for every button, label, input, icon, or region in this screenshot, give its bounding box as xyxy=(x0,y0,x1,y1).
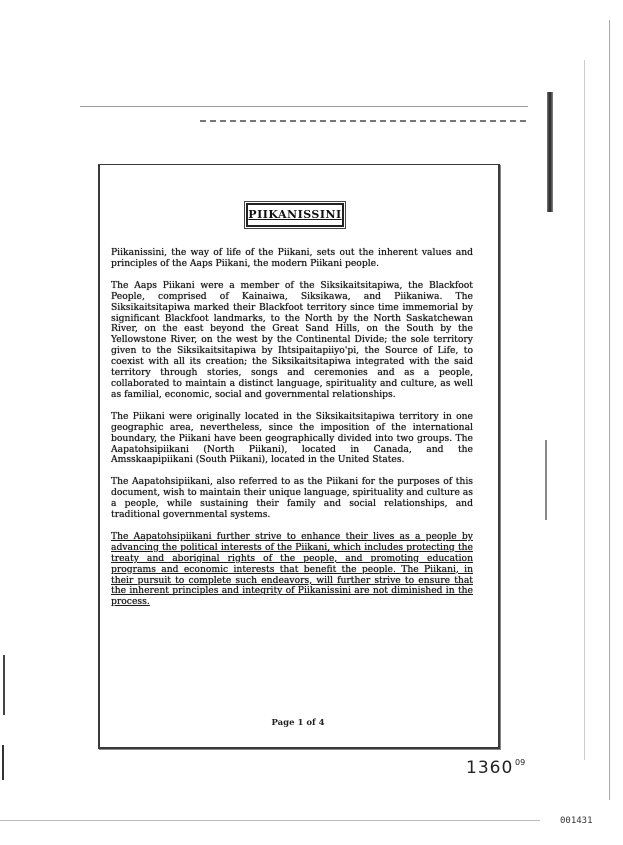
scan-artifact-left-mark xyxy=(2,745,4,780)
paragraph-2: The Aaps Piikani were a member of the Siksikaitsitapiwa, the Blackfoot People, comprised of Kainaiwa, Siksikawa, and Piikaniwa. The Siksikaitsitapiwa marked their Blackfoot territory since time immemorial by significant Blackfoot landmarks, to the North by the North Saskatchewan River, on the east beyond the Great Sand Hills, on the South by the Yellowstone River, on the west by the Continental Divide; the sole territory given to the Siksikaitsitapiwa by Ihtsipaitapiiyo'pi, the Source of Life, to coexist with all its creation; the Siksikaitsitapiwa integrated with the said territory through stories, songs and ceremonies and as a people, collaborated to maintain a distinct language, spirituality and culture, as well as familial, economic, social and governmental relationships. xyxy=(111,279,473,400)
scan-artifact-line xyxy=(0,820,540,821)
binding-mark xyxy=(547,92,553,212)
scan-artifact-edge xyxy=(609,20,610,800)
document-body xyxy=(111,248,473,619)
scan-artifact-edge xyxy=(584,60,585,760)
bates-number: 001431 xyxy=(560,816,593,826)
page-number: Page 1 of 4 xyxy=(271,718,325,728)
scan-artifact-right-mark xyxy=(545,440,547,520)
scan-artifact-left-mark xyxy=(3,655,5,715)
paragraph-3: The Piikani were originally located in the Siksikaitsitapiwa territory in one geographic area, nevertheless, since the imposition of the international boundary, the Piikani have been geographically divided into two groups. The Aapatohsipiikani (North Piikani), located in Canada, and the Amsskaapipiikani (South Piikani), located in the United States. xyxy=(111,410,473,466)
paragraph-1: Piikanissini, the way of life of the Piikani, sets out the inherent values and principles of the Aaps Piikani, the modern Piikani people. xyxy=(111,247,473,269)
scan-artifact-dashes xyxy=(200,120,530,122)
paragraph-5: The Aapatohsipiikani further strive to enhance their lives as a people by advancing the political interests of the Piikani, which includes protecting the treaty and aboriginal rights of the people, and promoting education programs and economic interests that benefit the people. The Piikani, in their pursuit to complete such endeavors, will further strive to ensure that the inherent principles and integrity of Piikanissini are not diminished in the process. xyxy=(111,530,473,608)
handwritten-stamp-number: 1360 xyxy=(466,758,514,778)
scan-artifact-line xyxy=(80,106,528,107)
handwritten-stamp-superscript: 09 xyxy=(515,758,526,767)
document-title: PIIKANISSINI xyxy=(246,203,344,227)
paragraph-4: The Aapatohsipiikani, also referred to as the Piikani for the purposes of this document, wish to maintain their unique language, spirituality and culture as a people, while sustaining their family and social relationships, and traditional governmental systems. xyxy=(111,476,473,521)
